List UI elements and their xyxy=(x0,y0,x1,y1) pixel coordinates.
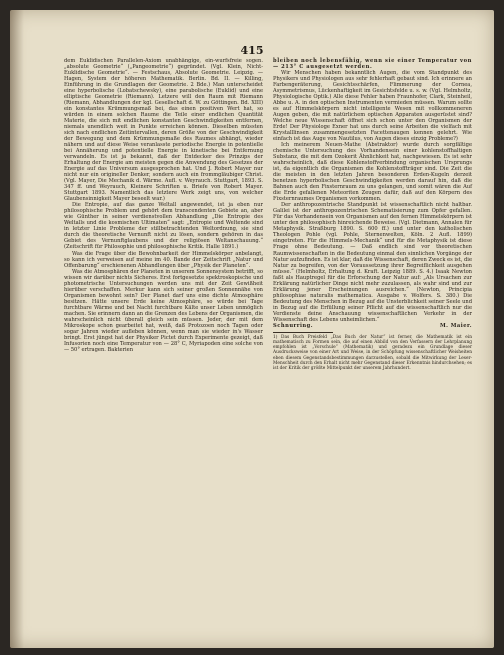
signature-left: Schnurring. xyxy=(273,322,314,329)
signature-line xyxy=(273,323,472,329)
right-paragraph-3: Ich meinerem Neuen-Mathe (Abstraktor) wurde durch sorgfältige chemische Untersuchung des Vorhandensein einer kohlenstoffhaltigen Substanz, die mit dem Ozokerit Ähnlichkeit hat, nachgewiesen. Es ist sehr wahrscheinlich, daß diese Kohlenstoffverbindung organischen Ursprungs ist, da eigentlich die Organismen die Kohlenstoffträger sind. Die Zeit die die meisten in den letzten Jahren besonderen Erden-Kugeln derzeit benetzen hyperbolischen Geschwindigkeiten werden darauf hin, daß die Bahnen auch den Fixsternraum zu uns gelangen, und somit wären die Auf die Erde gefallenen Meteoriten Zeugen dafür, daß auf den Körpern des Fixsternraumes Organismen vorkommen. xyxy=(273,142,472,203)
right-paragraph-4: Der anthropozentrische Standpunkt ist wissenschaftlich nicht haltbar. Galilei ist der anthropozentrischen Schematisierung zum Opfer gefallen. Für das Vorhandensein von Organismen auf den fernen Himmelskörpern ist unter den philosophisch hinreichende Beweise. (Vgl. Dietmann, Annalen für Metaphysik. Straßburg 1890. S. 600 ff.) und unter den katholischen Theologen Pohle (vgl. Pohle, Sternenwelten, Köln. 2 Aufl. 1899) eingetreten. Für die Himmels-Mechanik“ und für die Metaphysik ist diese Frage ohne Bedeutung. — Daß endlich sind vor theoretischen Raumwissenschaften in die Bedeutung einmal den sinnlichen Vorgänge der Natur aufzufinden. Es ist klar, daß die Wissenschaft, deren Zweck es ist, die Natur zu begreifen, von der Voraussetzung ihrer Begreiflichkeit ausgehen müsse.“ (Helmholtz, Erhaltung d. Kraft. Leipzig 1889. S. 4.) Isaak Newton faßt als Hauptregel für die Erforschung der Natur auf: „Als Ursachen zur Erklärung natürlicher Dinge nicht mehr zuzulassen, als wahr sind und zur Erklärung jener Erscheinungen ausreichen.“ (Newton, Principia philosophiae naturalis mathematica. Ausgabe v. Wolfers. S. 380.) Die Bedeutung des Menschen in Bezug auf die Unsterblichkeit seiner Seele und in Bezug auf die Erfüllung seiner Pflicht auf die wissenschaftlich nur die Verdienste deine Anschauung wissenschaftlichen Verkehr in der Wissenschaft des Lebens unheimlichen.“ xyxy=(273,202,472,323)
page-number: 415 xyxy=(240,44,264,57)
right-paragraph-2: Wir Menschen haben bekanntlich Augen, die vom Standpunkt des Physikers und Physiologen aus sehr fehlerhaft gebaut sind. Ich erinnere an Farbengeräterung, Gesichtsschärfen, Flimmerung der Cornea, Asymmetrismus, Lückenhaftigkeit im Gesichtsfelde u. s. w. (Vgl. Helmholtz, Physiologische Optik.) Alle diese Fehler haben Fraunhofer, Clark, Steinheil, Abbe u. A. in den optischen Instrumenten vermieden müssen. Warum sollte es auf Himmelskörpern nicht intelligente Wesen mit vollkommeneren Augen geben, die mit natürlichem optischen Apparaten ausgerüstet sind? Welche neue Wissenschaft öffnet sich schon unter den Organismen der Erde! Der Physiologe Exner hat uns durch seine Arbeiten die vielfach mit Krystalllinsen zusammengesetzten Facettenaugen kennen gelehrt. Wie einfach ist das Auge von Nautilus, von Augen dieses einzig Probleme?) xyxy=(273,70,472,143)
right-paragraph-1: bleiben noch lebensfähig, wenn sie einer Temperatur von — 213° C ausgesetzt werden. xyxy=(273,58,472,71)
book-page xyxy=(10,10,494,648)
left-paragraph-3: Was die Frage über die Bewohnbarkeit der Himmelskörper anbelangt, so kann ich verweisen auf meine im 40. Bande der Zeitschrift „Natur und Offenbarung“ erschienenen Abhandlungen über „Physik der Planeten“. xyxy=(64,250,263,269)
left-paragraph-4: Was die Atmosphären der Planeten in unserem Sonnensystem betrifft, so wissen wir darüber nichts Sicheres. Erst fortgesetzte spektroskopische und photometrische Untersuchungen werden uns mit der Zeit Gewißheit hierüber verschaffen. Merkur kann sich seiner großen Sonnennähe von Organismen bewohnt sein? Der Planet darf uns eine dichte Atmosphäre besitzen. Hätte unsere Erde keine Atmosphäre, so würde bei Tage furchtbare Wärme und bei Nacht furchtbare Kälte unser Leben unmöglich machen. Sie erinnern dann an die Grenzen des Lebens der Organismen, die wahrscheinlich nicht überall gleich sein müssen. Jeder, der mit dem Mikroskope schon gearbeitet hat, weiß, daß Protozoen noch Tagen oder sogar Jahren wieder aufleben können, wenn man sie wieder in's Wasser bringt. Erst jüngst hat der Physiker Pictet durch Experimente gezeigt, daß Infusorien noch eine Temperatur von — 28° C, Myriapoden eine solche von — 50° ertragen. Bakterien xyxy=(64,268,263,353)
footnote: 1) Das Buch Preisfeld „Das Buch der Natur“ ist ferner, die Mathematik ist ein mathematisch zu Formen sein, die auf einen Abbild von den Verfassern der Lehrplanung empfohlen ist „Vorschule“ (Mathematik) und geradezu ein Grundlage dieser Ausdrucksweise von einer Art und Weise, in der Schöpfung wissenschaftlicher Weisheiten eben diesem Gegenstandsbestimmungen darzustellen, sobald die Mitwirkung der Leser-Menschheit durch den Erhalt nicht mehr Gegenstand dieser Erkenntnis hindurchsehen; es ist der Kritik der größte Mittelpunkt der unserem Jahrhundert. xyxy=(273,334,472,371)
footnote-separator xyxy=(273,332,333,333)
right-column xyxy=(273,58,472,371)
left-column xyxy=(64,58,263,353)
left-paragraph-2: Die Entropie, auf das ganze Weltall angewendet, ist ja eben nur philosophische Problem und gehört dem transcendenten Gebiete an, aber wie Günther in seiner verdienstvollen Abhandlung „Die Entropie des Weltalls und die kosmischen Ultimaten“ sagt: „Entropie und Weltende sind in letzter Linie Probleme der stillbetrachtenden Weltordnung, sie sind durch die theoretische Vernunft nicht zu lösen, sondern gehören in das Gebiet des Vernunftglaubens und der religiösen Weltanschauung.“ (Zeitschrift für Philosophie und philosophische Kritik. Halle 1891.) xyxy=(64,202,263,251)
signature-right: M. Maier. xyxy=(439,322,472,329)
left-paragraph-1: dem Euklidischen Parallelen-Axiom unabhängige, ein-wurfsfreie sogen. „absolute Geometrie“ („Pangeometrie“) gegründet. (Vgl. Klein, Nicht-Euklidische Geometrie“. — Festschaus, Absolute Geometrie. Leipzig. — Hagen, System der höheren Mathematik. Berlin. Bd. II. — Killing, Einführung in die Grundlagen der Geometrie. 2 Bde.) Man unterscheidet eine hyperbolische (Lobatschewsky), eine parabolische (Euklid) und eine elliptische Geometrie (Riemann). Letzere will den Raum mit Riemann (Riemann, Abhandlungen der kgl. Gesellschaft d. W. zu Göttingen. Bd. XIII) ein konstantes Krümmungsmaß bei, das einen positiven Wert hat, so würden in einem solchen Raume die Teile einer endlichen Quantität Materie, die sich mit endlichen konstanten Geschwindigkeiten entfernen, niemals unendlich weit in Punkte erreichen können. Dieselben müssten sich nach endlichen Zeitintervallen, deren Größe von der Geschwindigkeit der Bewegung und dem Krümmungsmaße des Raumes abhängt, wieder nähern und auf diese Weise veranlasste periodische Energie in potentielle bei Annäherung und potentielle Energie in kinetische bei Entfernung verwandeln. Es ist ja bekannt, daß der Entdecker des Prinzips der Erhaltung der Energie am meisten gegen die Anwendung des Gesetzes der Energie auf das Universum ausgesprochen hat. Und J. Robert Mayer nur nicht nur ein origineller Denker, sondern auch ein frommgläubiger Christ. (Vgl. Mayer, Die Mechanik d. Wärme. Aufl. v. Weyrauch. Stuttgart, 1893. S. 347 ff. und Weyrauch, Kleinere Schriften u. Briefe von Robert Mayer. Stuttgart 1893. Namentlich das letztere Werk zeigt uns, von welcher Glaubensinnigkeit Mayer beseelt war.) xyxy=(64,58,263,203)
